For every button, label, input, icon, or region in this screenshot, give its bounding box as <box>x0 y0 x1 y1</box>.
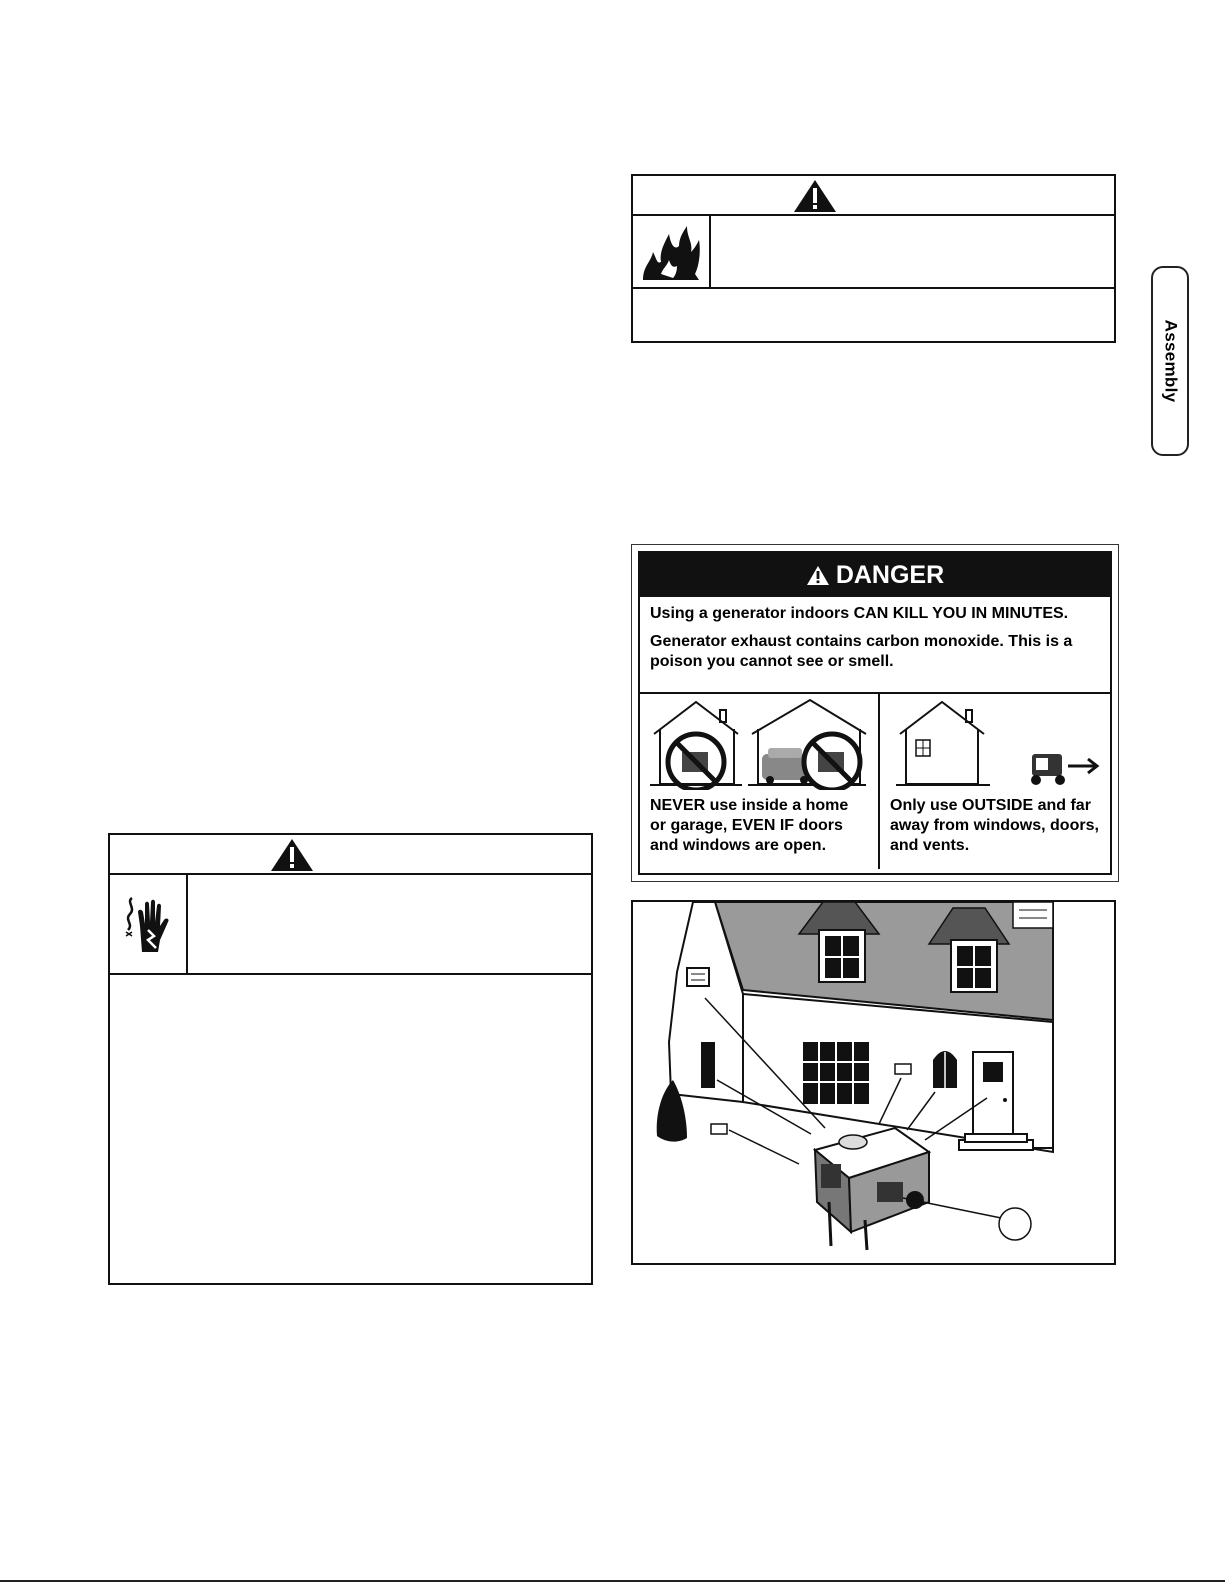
danger-message <box>640 597 1110 694</box>
bottom-rule <box>0 1580 1225 1582</box>
assembly-side-tab[interactable] <box>1151 266 1189 456</box>
danger-label-inner <box>638 551 1112 875</box>
danger-line-1: Using a generator indoors CAN KILL YOU IN MINUTES. <box>650 605 1069 622</box>
generator-placement-illustration <box>631 900 1116 1265</box>
hazard-icon-cell <box>633 216 711 287</box>
shock-warning-box <box>108 833 593 1285</box>
warning-hazard-row <box>110 875 591 975</box>
warning-header <box>110 835 591 875</box>
fire-icon <box>639 222 703 282</box>
panel-left-text: NEVER use inside a home or garage, EVEN IF doors and windows are open. <box>650 797 849 854</box>
danger-panel-never-indoors <box>640 694 878 869</box>
danger-label <box>631 544 1119 882</box>
assembly-tab-label: Assembly <box>1161 319 1180 403</box>
warning-header <box>633 176 1114 216</box>
panel-right-text: Only use OUTSIDE and far away from windows, doors, and vents. <box>890 797 1099 854</box>
outdoor-generator-icon <box>890 698 1108 790</box>
no-indoor-generator-icon <box>650 698 868 790</box>
warning-triangle-icon <box>806 565 830 586</box>
danger-panels <box>640 694 1110 869</box>
hazard-text-cell <box>188 875 591 973</box>
hazard-icon-cell <box>110 875 188 973</box>
hazard-text-cell <box>711 216 1114 287</box>
warning-triangle-icon <box>793 179 837 213</box>
danger-header <box>640 553 1110 597</box>
warning-triangle-icon <box>270 838 314 872</box>
danger-line-2: Generator exhaust contains carbon monoxide. This is a poison you cannot see or smell. <box>650 633 1073 670</box>
danger-title: DANGER <box>835 560 945 589</box>
warning-hazard-row <box>633 216 1114 289</box>
danger-panel-outside-only <box>878 694 1118 869</box>
generator-placement-house-illustration <box>633 902 1116 1265</box>
fire-warning-box <box>631 174 1116 343</box>
generator <box>815 1128 929 1250</box>
electric-shock-hand-icon <box>118 892 178 956</box>
